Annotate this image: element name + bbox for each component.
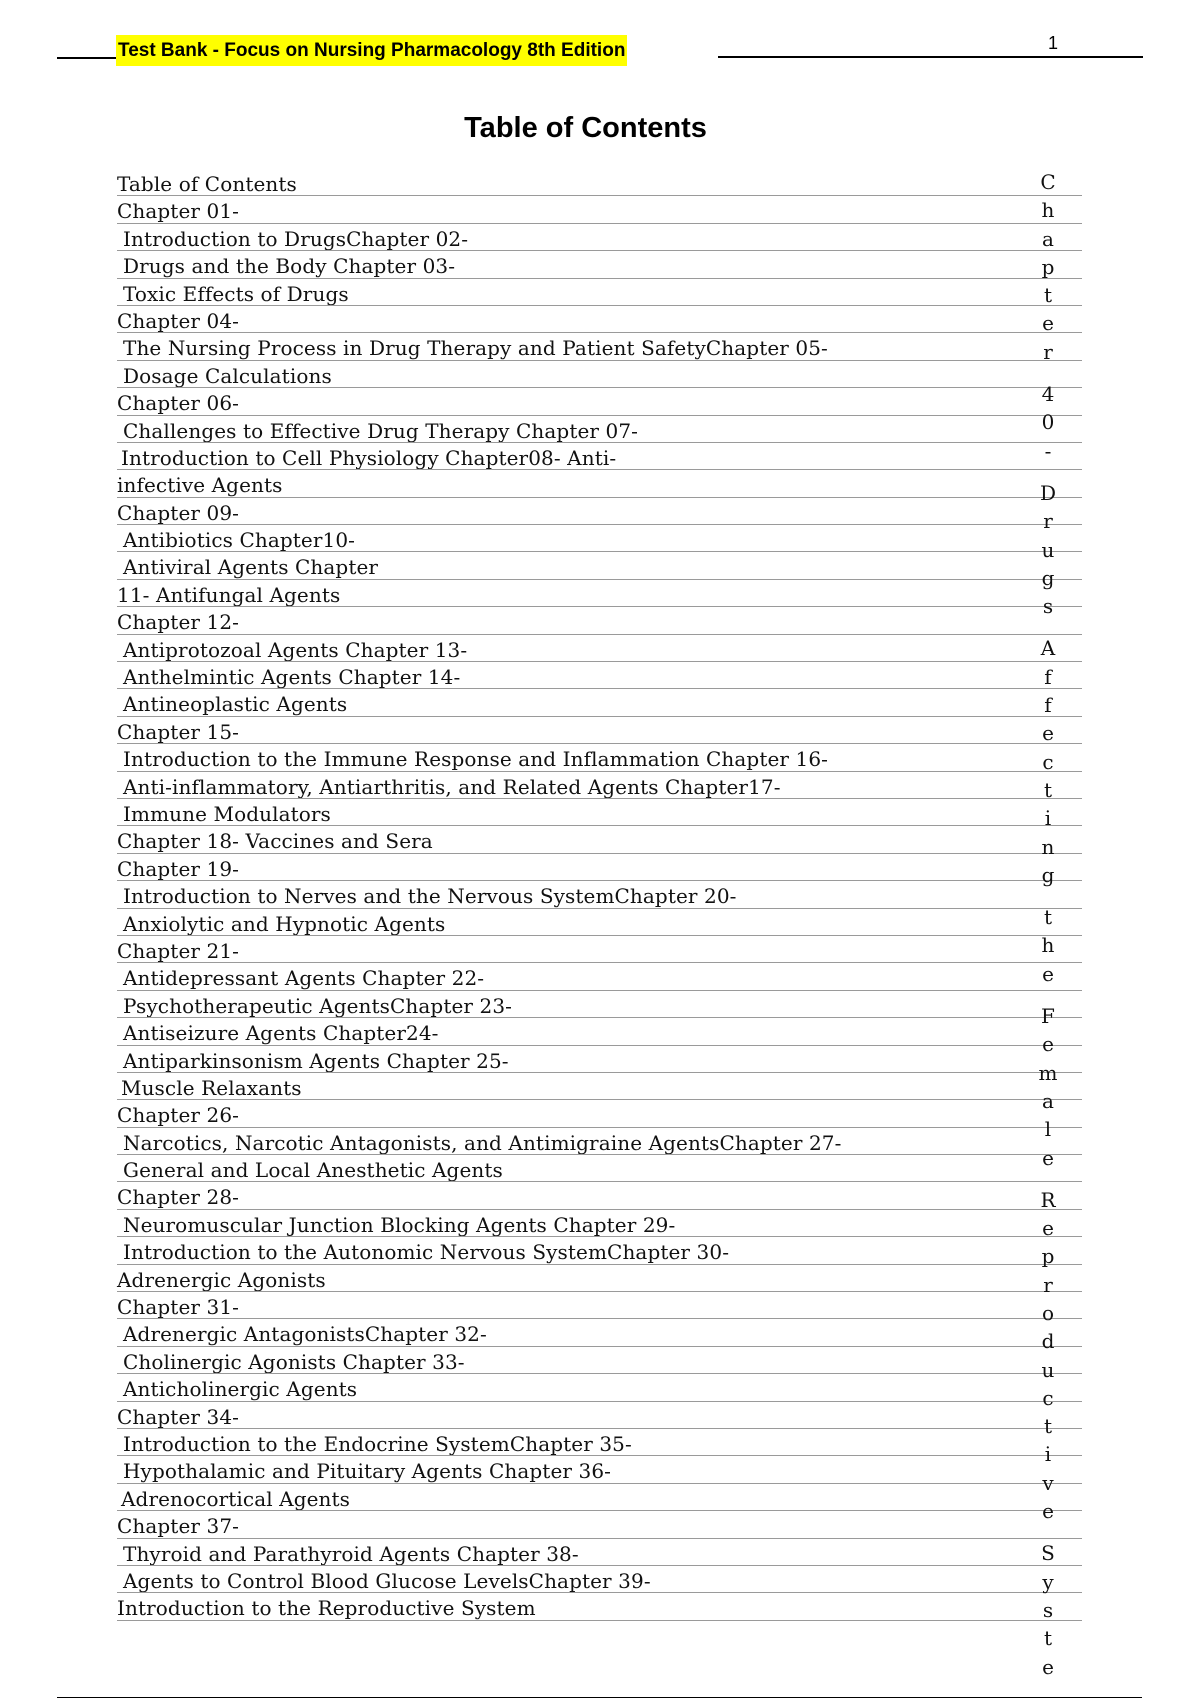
toc-entry[interactable]: [117, 1540, 1082, 1567]
side-text-gap: [1030, 465, 1066, 479]
side-text-gap: [1030, 366, 1066, 380]
toc-entry[interactable]: [117, 334, 1082, 361]
toc-entry[interactable]: [117, 910, 1082, 937]
side-text-char: e: [1042, 311, 1054, 336]
header-rule-left: [57, 57, 117, 59]
side-text-char: C: [1040, 170, 1056, 194]
side-text-char: r: [1043, 339, 1053, 364]
toc-entry-text: Chapter 15-: [117, 719, 240, 744]
side-text-char: v: [1042, 1470, 1054, 1495]
toc-entry-text: Dosage Calculations: [123, 363, 332, 388]
side-text-char: a: [1042, 1088, 1054, 1113]
side-text-char: l: [1044, 1117, 1052, 1142]
side-text-char: i: [1044, 806, 1052, 831]
toc-entry-text: Antiparkinsonism Agents Chapter 25-: [123, 1048, 509, 1073]
toc-entry-text: Chapter 21-: [117, 938, 240, 963]
side-text-gap: [1030, 889, 1066, 903]
header-rule-right: [718, 56, 1143, 58]
toc-entry[interactable]: [117, 225, 1082, 252]
toc-entry-text: Antiseizure Agents Chapter24-: [123, 1021, 439, 1046]
side-text-char: F: [1041, 1004, 1055, 1029]
side-text-char: e: [1042, 1145, 1054, 1170]
toc-entry[interactable]: [117, 1211, 1082, 1238]
toc-entry-text: Toxic Effects of Drugs: [123, 281, 349, 306]
toc-entry-text: Antidepressant Agents Chapter 22-: [123, 966, 485, 991]
toc-entry-text: Cholinergic Agonists Chapter 33-: [123, 1349, 465, 1374]
toc-entry-text: Table of Contents: [117, 172, 297, 196]
toc-entry[interactable]: [117, 471, 1082, 498]
toc-entry-text: Chapter 18- Vaccines and Sera: [117, 829, 433, 854]
side-text-gap: [1030, 1172, 1066, 1186]
toc-entry[interactable]: [117, 964, 1082, 991]
side-text-char: A: [1040, 636, 1056, 661]
toc-entry[interactable]: [117, 1375, 1082, 1402]
toc-entry-text: Introduction to Nerves and the Nervous SystemChapter 20-: [123, 884, 737, 909]
side-text-gap: [1030, 620, 1066, 634]
side-text-gap: [1030, 1525, 1066, 1539]
toc-entry[interactable]: [117, 1101, 1082, 1128]
toc-entry[interactable]: [117, 690, 1082, 717]
toc-entry[interactable]: [117, 1457, 1082, 1484]
toc-entry-text: Drugs and the Body Chapter 03-: [123, 254, 456, 279]
toc-entry[interactable]: [117, 389, 1082, 416]
toc-entry[interactable]: [117, 1238, 1082, 1265]
toc-entry[interactable]: [117, 444, 1082, 471]
side-text-char: o: [1041, 1300, 1055, 1325]
toc-entry[interactable]: [117, 855, 1082, 882]
toc-entry[interactable]: [117, 362, 1082, 389]
toc-entry-text: Psychotherapeutic AgentsChapter 23-: [123, 993, 513, 1018]
side-text-char: h: [1041, 198, 1055, 223]
toc-entry-text: Introduction to the Reproductive System: [117, 1596, 536, 1621]
toc-entry[interactable]: [117, 745, 1082, 772]
side-text-char: e: [1042, 1499, 1054, 1524]
toc-entry[interactable]: [117, 526, 1082, 553]
toc-entry[interactable]: [117, 581, 1082, 608]
side-text-char: s: [1042, 1597, 1054, 1622]
toc-entry-text: Chapter 06-: [117, 391, 240, 416]
side-text-char: t: [1043, 905, 1053, 930]
side-text-char: u: [1041, 537, 1055, 562]
side-text-char: S: [1041, 1541, 1055, 1566]
side-text-char: r: [1043, 1272, 1053, 1297]
toc-entry[interactable]: [117, 992, 1082, 1019]
toc-entry[interactable]: [117, 252, 1082, 279]
toc-entry[interactable]: [117, 280, 1082, 307]
side-text-char: u: [1041, 1357, 1055, 1382]
toc-entry[interactable]: [117, 718, 1082, 745]
side-text-gap: [1030, 988, 1066, 1002]
side-text-char: e: [1042, 961, 1054, 986]
toc-entry-text: Agents to Control Blood Glucose LevelsChapter 39-: [123, 1568, 651, 1593]
side-text-char: f: [1044, 664, 1052, 689]
toc-entry-text: Chapter 28-: [117, 1185, 240, 1210]
toc-entry-text: Anti-inflammatory, Antiarthritis, and Related Agents Chapter17-: [123, 774, 781, 799]
side-text-char: t: [1043, 283, 1053, 308]
side-text-char: e: [1042, 1654, 1054, 1679]
toc-entry[interactable]: [117, 417, 1082, 444]
toc-entry-text: Anticholinergic Agents: [123, 1377, 358, 1402]
toc-entry-text: Antibiotics Chapter10-: [123, 528, 356, 553]
toc-entry-text: Chapter 04-: [117, 308, 240, 333]
toc-heading: Table of Contents: [464, 112, 707, 144]
toc-entry-text: Antiviral Agents Chapter: [123, 555, 379, 580]
toc-entry[interactable]: [117, 1403, 1082, 1430]
toc-entry[interactable]: [117, 1183, 1082, 1210]
toc-entry-text: Chapter 19-: [117, 856, 240, 881]
toc-entry-text: Thyroid and Parathyroid Agents Chapter 38-: [123, 1541, 579, 1566]
side-text-char: p: [1041, 1244, 1055, 1269]
toc-entry-text: Introduction to DrugsChapter 02-: [123, 226, 469, 251]
toc-entry[interactable]: [117, 1348, 1082, 1375]
toc-entry-text: Chapter 09-: [117, 500, 240, 525]
side-text-char: g: [1041, 862, 1055, 887]
toc-entry[interactable]: [117, 800, 1082, 827]
side-text-char: p: [1041, 254, 1055, 279]
toc-entry[interactable]: [117, 827, 1082, 854]
side-text-char: y: [1042, 1569, 1054, 1594]
side-text-char: c: [1042, 1385, 1054, 1410]
toc-entry-text: Chapter 01-: [117, 199, 240, 224]
toc-entry-text: Challenges to Effective Drug Therapy Chapter 07-: [123, 418, 639, 443]
side-text-char: t: [1043, 1626, 1053, 1651]
side-text-char: d: [1041, 1329, 1055, 1354]
toc-entry-text: Introduction to Cell Physiology Chapter08- Anti-: [121, 445, 617, 470]
side-text-char: D: [1039, 480, 1057, 505]
toc-entry-text: Adrenergic AntagonistsChapter 32-: [123, 1322, 487, 1347]
toc-entry[interactable]: [117, 307, 1082, 334]
toc-entry[interactable]: [117, 1430, 1082, 1457]
toc-entry-text: Antiprotozoal Agents Chapter 13-: [123, 637, 468, 662]
side-text-char: a: [1042, 226, 1054, 251]
toc-entry[interactable]: [117, 882, 1082, 909]
toc-entry-text: Neuromuscular Junction Blocking Agents Chapter 29-: [123, 1212, 676, 1237]
toc-entry-text: Introduction to the Endocrine SystemChapter 35-: [123, 1431, 632, 1456]
toc-entry[interactable]: [117, 499, 1082, 526]
toc-entry[interactable]: [117, 1074, 1082, 1101]
toc-entry-text: Hypothalamic and Pituitary Agents Chapter 36-: [123, 1459, 612, 1484]
side-text-char: h: [1041, 933, 1055, 958]
side-text-char: e: [1042, 721, 1054, 746]
toc-entry-text: Adrenergic Agonists: [117, 1267, 326, 1292]
side-text-char: 4: [1041, 382, 1055, 407]
toc-entry-text: The Nursing Process in Drug Therapy and Patient SafetyChapter 05-: [123, 336, 828, 361]
header-title: Test Bank - Focus on Nursing Pharmacology 8th Edition: [116, 35, 627, 66]
footer-rule: [57, 1697, 1142, 1698]
toc-entry[interactable]: [117, 1293, 1082, 1320]
toc-entry[interactable]: [117, 1019, 1082, 1046]
toc-side-text: [1030, 168, 1066, 1681]
side-text-char: R: [1040, 1187, 1056, 1212]
side-text-char: i: [1044, 1442, 1052, 1467]
toc-entry-text: Muscle Relaxants: [121, 1075, 302, 1100]
toc-entry[interactable]: [117, 1047, 1082, 1074]
toc-entry[interactable]: [117, 1512, 1082, 1539]
side-text-char: c: [1042, 749, 1054, 774]
toc-entry[interactable]: [117, 170, 1082, 197]
side-text-char: t: [1043, 1414, 1053, 1439]
side-text-char: e: [1042, 1216, 1054, 1241]
toc-entry[interactable]: [117, 1156, 1082, 1183]
toc-entry[interactable]: [117, 1567, 1082, 1594]
side-text-char: r: [1043, 509, 1053, 534]
toc-entry-text: Immune Modulators: [123, 801, 331, 826]
side-text-char: 0: [1041, 410, 1055, 435]
side-text-char: g: [1041, 565, 1055, 590]
toc-list: [117, 170, 1082, 1622]
toc-entry-text: Chapter 26-: [117, 1103, 240, 1128]
toc-entry[interactable]: [117, 608, 1082, 635]
toc-entry[interactable]: [117, 937, 1082, 964]
side-text-char: t: [1043, 777, 1053, 802]
toc-entry-text: infective Agents: [117, 473, 283, 498]
toc-entry-text: Chapter 34-: [117, 1404, 240, 1429]
side-text-char: n: [1041, 834, 1055, 859]
toc-entry-text: 11- Antifungal Agents: [117, 582, 341, 607]
toc-entry-text: Narcotics, Narcotic Antagonists, and Antimigraine AgentsChapter 27-: [123, 1130, 842, 1155]
toc-entry-text: Anxiolytic and Hypnotic Agents: [123, 911, 446, 936]
side-text-char: e: [1042, 1032, 1054, 1057]
page-number: 1: [1048, 33, 1059, 53]
toc-entry[interactable]: [117, 773, 1082, 800]
side-text-char: -: [1044, 438, 1052, 463]
toc-entry-text: Chapter 31-: [117, 1295, 240, 1320]
toc-entry[interactable]: [117, 663, 1082, 690]
toc-entry[interactable]: [117, 1266, 1082, 1293]
toc-entry-text: Chapter 12-: [117, 610, 240, 635]
toc-entry-text: Antineoplastic Agents: [123, 692, 348, 717]
toc-entry-text: Adrenocortical Agents: [121, 1486, 351, 1511]
toc-entry[interactable]: [117, 197, 1082, 224]
toc-entry-text: Chapter 37-: [117, 1514, 240, 1539]
toc-entry-text: Introduction to the Immune Response and Inflammation Chapter 16-: [123, 747, 829, 772]
toc-entry[interactable]: [117, 636, 1082, 663]
toc-entry-text: Introduction to the Autonomic Nervous SystemChapter 30-: [123, 1240, 730, 1265]
side-text-char: m: [1038, 1060, 1058, 1085]
toc-entry-text: General and Local Anesthetic Agents: [123, 1158, 503, 1183]
toc-entry[interactable]: [117, 1485, 1082, 1512]
side-text-char: s: [1042, 594, 1054, 619]
toc-entry-text: Anthelmintic Agents Chapter 14-: [123, 665, 461, 690]
side-text-char: f: [1044, 693, 1052, 718]
toc-entry[interactable]: [117, 553, 1082, 580]
toc-entry[interactable]: [117, 1129, 1082, 1156]
toc-entry[interactable]: [117, 1594, 1082, 1621]
toc-entry[interactable]: [117, 1320, 1082, 1347]
